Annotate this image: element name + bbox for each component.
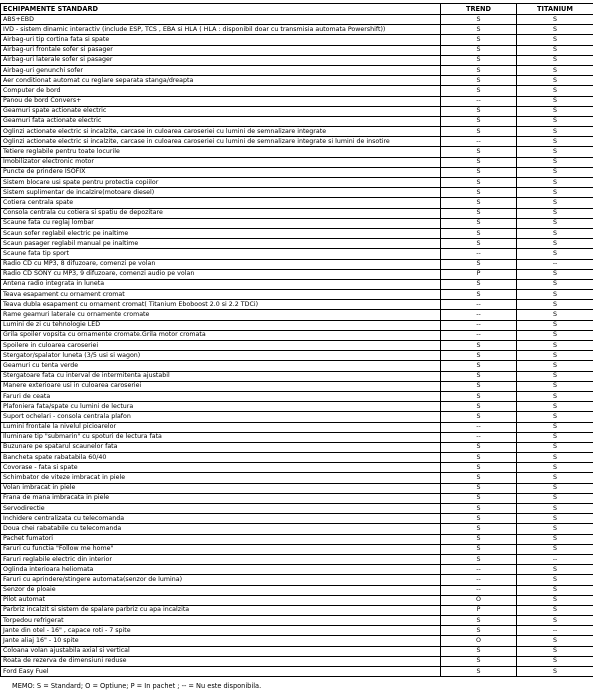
table-row — [1, 290, 593, 300]
table-row — [1, 432, 593, 442]
equipment-name-cell: Oglinzi actionate electric si incalzite, carcase in culoarea caroseriei cu lumini de semnalizare integrate — [1, 127, 441, 137]
titanium-value-cell: S — [517, 188, 593, 198]
titanium-value-cell: S — [517, 330, 593, 340]
titanium-value-cell: S — [517, 463, 593, 473]
equipment-name-cell: Tetiere reglabile pentru toate locurile — [1, 147, 441, 157]
trend-value-cell: S — [441, 554, 517, 564]
table-row — [1, 524, 593, 534]
titanium-value-cell: S — [517, 320, 593, 330]
titanium-value-cell: S — [517, 228, 593, 238]
titanium-value-cell: S — [517, 55, 593, 65]
table-row — [1, 330, 593, 340]
trend-value-cell: S — [441, 55, 517, 65]
titanium-value-cell: S — [517, 137, 593, 147]
equipment-name-cell: Airbag-uri frontale sofer si pasager — [1, 45, 441, 55]
equipment-name-cell: Bancheta spate rabatabila 60/40 — [1, 453, 441, 463]
table-row — [1, 157, 593, 167]
trend-value-cell: S — [441, 45, 517, 55]
table-row — [1, 565, 593, 575]
trend-value-cell: S — [441, 667, 517, 677]
titanium-value-cell: -- — [517, 259, 593, 269]
equipment-name-cell: Manere exterioare usi in culoarea caroseriei — [1, 381, 441, 391]
titanium-value-cell: S — [517, 290, 593, 300]
trend-value-cell: -- — [441, 96, 517, 106]
trend-value-cell: S — [441, 218, 517, 228]
table-row — [1, 106, 593, 116]
equipment-name-cell: Volan imbracat in piele — [1, 483, 441, 493]
equipment-name-cell: Faruri cu aprindere/stingere automata(senzor de lumina) — [1, 575, 441, 585]
table-header-row — [1, 4, 593, 15]
trend-value-cell: S — [441, 116, 517, 126]
titanium-value-cell: S — [517, 106, 593, 116]
trend-value-cell: S — [441, 76, 517, 86]
equipment-name-cell: Torpedou refrigerat — [1, 616, 441, 626]
titanium-value-cell: S — [517, 157, 593, 167]
trend-value-cell: -- — [441, 300, 517, 310]
trend-value-cell: S — [441, 544, 517, 554]
table-row — [1, 422, 593, 432]
equipment-name-cell: Pachet fumatori — [1, 534, 441, 544]
trend-value-cell: S — [441, 534, 517, 544]
trend-value-cell: S — [441, 147, 517, 157]
table-row — [1, 595, 593, 605]
titanium-value-cell: S — [517, 656, 593, 666]
trend-value-cell: S — [441, 524, 517, 534]
titanium-value-cell: S — [517, 595, 593, 605]
table-row — [1, 463, 593, 473]
titanium-value-cell: S — [517, 646, 593, 656]
table-row — [1, 320, 593, 330]
titanium-value-cell: S — [517, 453, 593, 463]
trend-value-cell: -- — [441, 330, 517, 340]
equipment-name-cell: Lumini de zi cu tehnologie LED — [1, 320, 441, 330]
trend-value-cell: S — [441, 65, 517, 75]
equipment-name-cell: Senzor de ploaie — [1, 585, 441, 595]
equipment-name-cell: Scaune fata cu reglaj lombar — [1, 218, 441, 228]
equipment-name-cell: Teava dubla esapament cu ornament cromat( Titanium Eboboost 2.0 si 2.2 TDCi) — [1, 300, 441, 310]
table-body — [1, 15, 593, 677]
table-row — [1, 178, 593, 188]
trend-value-cell: S — [441, 381, 517, 391]
table-row — [1, 361, 593, 371]
equipment-name-cell: Aer conditionat automat cu reglare separata stanga/dreapta — [1, 76, 441, 86]
trend-value-cell: S — [441, 15, 517, 25]
equipment-name-cell: Airbag-uri laterale sofer si pasager — [1, 55, 441, 65]
table-row — [1, 45, 593, 55]
titanium-value-cell: S — [517, 86, 593, 96]
equipment-name-cell: Geamuri spate actionate electric — [1, 106, 441, 116]
equipment-name-cell: Antena radio integrata in luneta — [1, 279, 441, 289]
table-row — [1, 279, 593, 289]
trend-value-cell: S — [441, 228, 517, 238]
equipment-name-cell: Suport ochelari - consola centrala plafon — [1, 412, 441, 422]
table-row — [1, 228, 593, 238]
equipment-name-cell: Iluminare tip "submarin" cu spoturi de lectura fata — [1, 432, 441, 442]
table-row — [1, 504, 593, 514]
equipment-name-cell: Faruri cu functia "Follow me home" — [1, 544, 441, 554]
trend-value-cell: S — [441, 402, 517, 412]
trend-value-cell: S — [441, 493, 517, 503]
table-row — [1, 667, 593, 677]
table-row — [1, 646, 593, 656]
table-row — [1, 55, 593, 65]
titanium-value-cell: S — [517, 514, 593, 524]
equipment-table — [0, 3, 593, 677]
trend-value-cell: S — [441, 412, 517, 422]
trend-value-cell: O — [441, 595, 517, 605]
trend-value-cell: -- — [441, 432, 517, 442]
titanium-value-cell: S — [517, 616, 593, 626]
titanium-value-cell: S — [517, 239, 593, 249]
titanium-value-cell: S — [517, 605, 593, 615]
equipment-name-cell: Scaune fata tip sport — [1, 249, 441, 259]
titanium-value-cell: S — [517, 116, 593, 126]
equipment-name-cell: Inchidere centralizata cu telecomanda — [1, 514, 441, 524]
titanium-value-cell: S — [517, 402, 593, 412]
table-row — [1, 198, 593, 208]
table-row — [1, 605, 593, 615]
equipment-name-cell: Sistem blocare usi spate pentru protectia copiilor — [1, 178, 441, 188]
titanium-value-cell: S — [517, 218, 593, 228]
titanium-value-cell: S — [517, 249, 593, 259]
table-row — [1, 626, 593, 636]
table-row — [1, 259, 593, 269]
titanium-value-cell: S — [517, 96, 593, 106]
titanium-value-cell: S — [517, 279, 593, 289]
titanium-value-cell: S — [517, 504, 593, 514]
table-row — [1, 218, 593, 228]
table-row — [1, 391, 593, 401]
header-equipment: ECHIPAMENTE STANDARD — [1, 4, 441, 15]
equipment-name-cell: Covorase - fata si spate — [1, 463, 441, 473]
trend-value-cell: S — [441, 178, 517, 188]
titanium-value-cell: -- — [517, 554, 593, 564]
table-row — [1, 575, 593, 585]
equipment-name-cell: Oglinda interioara heliomata — [1, 565, 441, 575]
equipment-name-cell: Computer de bord — [1, 86, 441, 96]
table-row — [1, 96, 593, 106]
table-row — [1, 15, 593, 25]
trend-value-cell: S — [441, 514, 517, 524]
equipment-name-cell: Faruri de ceata — [1, 391, 441, 401]
trend-value-cell: S — [441, 453, 517, 463]
table-row — [1, 341, 593, 351]
table-row — [1, 544, 593, 554]
equipment-name-cell: Consola centrala cu cotiera si spatiu de depozitare — [1, 208, 441, 218]
titanium-value-cell: S — [517, 198, 593, 208]
trend-value-cell: S — [441, 127, 517, 137]
equipment-name-cell: Pilot automat — [1, 595, 441, 605]
trend-value-cell: S — [441, 473, 517, 483]
titanium-value-cell: S — [517, 585, 593, 595]
titanium-value-cell: S — [517, 493, 593, 503]
table-row — [1, 493, 593, 503]
table-row — [1, 147, 593, 157]
equipment-name-cell: Roata de rezerva de dimensiuni reduse — [1, 656, 441, 666]
trend-value-cell: S — [441, 167, 517, 177]
titanium-value-cell: S — [517, 432, 593, 442]
trend-value-cell: S — [441, 35, 517, 45]
header-trend: TREND — [441, 4, 517, 15]
table-row — [1, 188, 593, 198]
table-row — [1, 534, 593, 544]
equipment-name-cell: Spoilere in culoarea caroseriei — [1, 341, 441, 351]
titanium-value-cell: S — [517, 167, 593, 177]
titanium-value-cell: S — [517, 208, 593, 218]
table-row — [1, 76, 593, 86]
titanium-value-cell: S — [517, 127, 593, 137]
table-row — [1, 453, 593, 463]
trend-value-cell: S — [441, 279, 517, 289]
equipment-name-cell: Radio CD SONY cu MP3, 9 difuzoare, comenzi audio pe volan — [1, 269, 441, 279]
titanium-value-cell: S — [517, 178, 593, 188]
equipment-name-cell: Cotiera centrala spate — [1, 198, 441, 208]
equipment-name-cell: Oglinzi actionate electric si incalzite, carcase in culoarea caroseriei cu lumini de semnalizare integrate si lumini de insotire — [1, 137, 441, 147]
titanium-value-cell: S — [517, 341, 593, 351]
equipment-name-cell: Grila spoiler vopsita cu ornamente cromate.Grila motor cromata — [1, 330, 441, 340]
titanium-value-cell: S — [517, 361, 593, 371]
trend-value-cell: S — [441, 351, 517, 361]
trend-value-cell: S — [441, 626, 517, 636]
table-row — [1, 514, 593, 524]
trend-value-cell: S — [441, 371, 517, 381]
table-row — [1, 127, 593, 137]
trend-value-cell: -- — [441, 575, 517, 585]
equipment-name-cell: Doua chei rabatabile cu telecomanda — [1, 524, 441, 534]
equipment-name-cell: Plafoniera fata/spate cu lumini de lectura — [1, 402, 441, 412]
trend-value-cell: S — [441, 463, 517, 473]
titanium-value-cell: S — [517, 667, 593, 677]
equipment-name-cell: Airbag-uri tip cortina fata si spate — [1, 35, 441, 45]
table-row — [1, 137, 593, 147]
equipment-name-cell: Airbag-uri genunchi sofer — [1, 65, 441, 75]
equipment-name-cell: Teava esapament cu ornament cromat — [1, 290, 441, 300]
titanium-value-cell: S — [517, 524, 593, 534]
titanium-value-cell: S — [517, 391, 593, 401]
table-row — [1, 616, 593, 626]
table-row — [1, 371, 593, 381]
table-row — [1, 473, 593, 483]
equipment-name-cell: Panou de bord Convers+ — [1, 96, 441, 106]
equipment-name-cell: Jante aliaj 16" - 10 spite — [1, 636, 441, 646]
trend-value-cell: S — [441, 442, 517, 452]
table-row — [1, 636, 593, 646]
titanium-value-cell: S — [517, 534, 593, 544]
titanium-value-cell: S — [517, 544, 593, 554]
table-row — [1, 483, 593, 493]
trend-value-cell: S — [441, 361, 517, 371]
titanium-value-cell: S — [517, 636, 593, 646]
equipment-name-cell: Stergator/spalator luneta (3/5 usi si wagon) — [1, 351, 441, 361]
trend-value-cell: P — [441, 269, 517, 279]
equipment-name-cell: Stergatoare fata cu interval de intermitenta ajustabil — [1, 371, 441, 381]
table-row — [1, 351, 593, 361]
table-row — [1, 269, 593, 279]
titanium-value-cell: S — [517, 565, 593, 575]
trend-value-cell: -- — [441, 320, 517, 330]
table-row — [1, 249, 593, 259]
titanium-value-cell: S — [517, 25, 593, 35]
equipment-name-cell: Frana de mana imbracata in piele — [1, 493, 441, 503]
trend-value-cell: O — [441, 636, 517, 646]
equipment-name-cell: Parbriz incalzit si sistem de spalare parbriz cu apa incalzita — [1, 605, 441, 615]
trend-value-cell: P — [441, 605, 517, 615]
table-row — [1, 239, 593, 249]
trend-value-cell: S — [441, 106, 517, 116]
equipment-name-cell: Geamuri cu tenta verde — [1, 361, 441, 371]
titanium-value-cell: S — [517, 483, 593, 493]
table-row — [1, 656, 593, 666]
equipment-name-cell: Ford Easy Fuel — [1, 667, 441, 677]
table-row — [1, 35, 593, 45]
table-row — [1, 585, 593, 595]
table-row — [1, 310, 593, 320]
equipment-name-cell: Lumini frontale la nivelul picioarelor — [1, 422, 441, 432]
trend-value-cell: S — [441, 656, 517, 666]
memo-legend: MEMO: S = Standard; O = Optiune; P = In pachet ; -- = Nu este disponibila. — [12, 682, 262, 690]
trend-value-cell: S — [441, 616, 517, 626]
equipment-name-cell: Rame geamuri laterale cu ornamente cromate — [1, 310, 441, 320]
equipment-name-cell: Scaun sofer reglabil electric pe inaltime — [1, 228, 441, 238]
titanium-value-cell: S — [517, 473, 593, 483]
trend-value-cell: S — [441, 208, 517, 218]
titanium-value-cell: S — [517, 45, 593, 55]
titanium-value-cell: S — [517, 76, 593, 86]
table-row — [1, 412, 593, 422]
titanium-value-cell: S — [517, 442, 593, 452]
equipment-name-cell: Geamuri fata actionate electric — [1, 116, 441, 126]
equipment-name-cell: Imobilizator electronic motor — [1, 157, 441, 167]
equipment-name-cell: IVD - sistem dinamic interactiv (include ESP, TCS , EBA si HLA ( HLA : disponibil doar cu transmisia automata Powershift)) — [1, 25, 441, 35]
trend-value-cell: -- — [441, 565, 517, 575]
titanium-value-cell: S — [517, 269, 593, 279]
equipment-name-cell: Servodirectie — [1, 504, 441, 514]
trend-value-cell: S — [441, 504, 517, 514]
titanium-value-cell: S — [517, 15, 593, 25]
titanium-value-cell: S — [517, 310, 593, 320]
trend-value-cell: S — [441, 198, 517, 208]
equipment-sheet — [0, 3, 593, 677]
equipment-name-cell: Schimbator de viteze imbracat in piele — [1, 473, 441, 483]
table-row — [1, 208, 593, 218]
table-row — [1, 25, 593, 35]
equipment-name-cell: Sistem suplimentar de incalzire(motoare diesel) — [1, 188, 441, 198]
trend-value-cell: S — [441, 86, 517, 96]
table-row — [1, 381, 593, 391]
equipment-name-cell: Faruri reglabile electric din interior — [1, 554, 441, 564]
trend-value-cell: -- — [441, 249, 517, 259]
table-row — [1, 65, 593, 75]
trend-value-cell: S — [441, 391, 517, 401]
trend-value-cell: -- — [441, 422, 517, 432]
titanium-value-cell: S — [517, 147, 593, 157]
titanium-value-cell: S — [517, 575, 593, 585]
equipment-name-cell: Coloana volan ajustabila axial si vertical — [1, 646, 441, 656]
trend-value-cell: -- — [441, 310, 517, 320]
trend-value-cell: S — [441, 239, 517, 249]
equipment-name-cell: Buzunare pe spatarul scaunelor fata — [1, 442, 441, 452]
titanium-value-cell: S — [517, 422, 593, 432]
table-row — [1, 116, 593, 126]
titanium-value-cell: S — [517, 300, 593, 310]
trend-value-cell: S — [441, 341, 517, 351]
titanium-value-cell: -- — [517, 626, 593, 636]
trend-value-cell: S — [441, 157, 517, 167]
trend-value-cell: -- — [441, 137, 517, 147]
trend-value-cell: S — [441, 646, 517, 656]
table-row — [1, 167, 593, 177]
table-row — [1, 554, 593, 564]
trend-value-cell: S — [441, 290, 517, 300]
equipment-name-cell: Jante din otel - 16" , capace roti - 7 spite — [1, 626, 441, 636]
equipment-name-cell: ABS+EBD — [1, 15, 441, 25]
titanium-value-cell: S — [517, 381, 593, 391]
equipment-name-cell: Scaun pasager reglabil manual pe inaltime — [1, 239, 441, 249]
trend-value-cell: S — [441, 188, 517, 198]
trend-value-cell: S — [441, 483, 517, 493]
trend-value-cell: S — [441, 259, 517, 269]
table-row — [1, 300, 593, 310]
table-row — [1, 86, 593, 96]
titanium-value-cell: S — [517, 371, 593, 381]
titanium-value-cell: S — [517, 65, 593, 75]
table-row — [1, 442, 593, 452]
equipment-name-cell: Puncte de prindere ISOFIX — [1, 167, 441, 177]
titanium-value-cell: S — [517, 35, 593, 45]
table-row — [1, 402, 593, 412]
equipment-name-cell: Radio CD cu MP3, 8 difuzoare, comenzi pe volan — [1, 259, 441, 269]
header-titanium: TITANIUM — [517, 4, 593, 15]
titanium-value-cell: S — [517, 412, 593, 422]
titanium-value-cell: S — [517, 351, 593, 361]
trend-value-cell: S — [441, 25, 517, 35]
trend-value-cell: -- — [441, 585, 517, 595]
